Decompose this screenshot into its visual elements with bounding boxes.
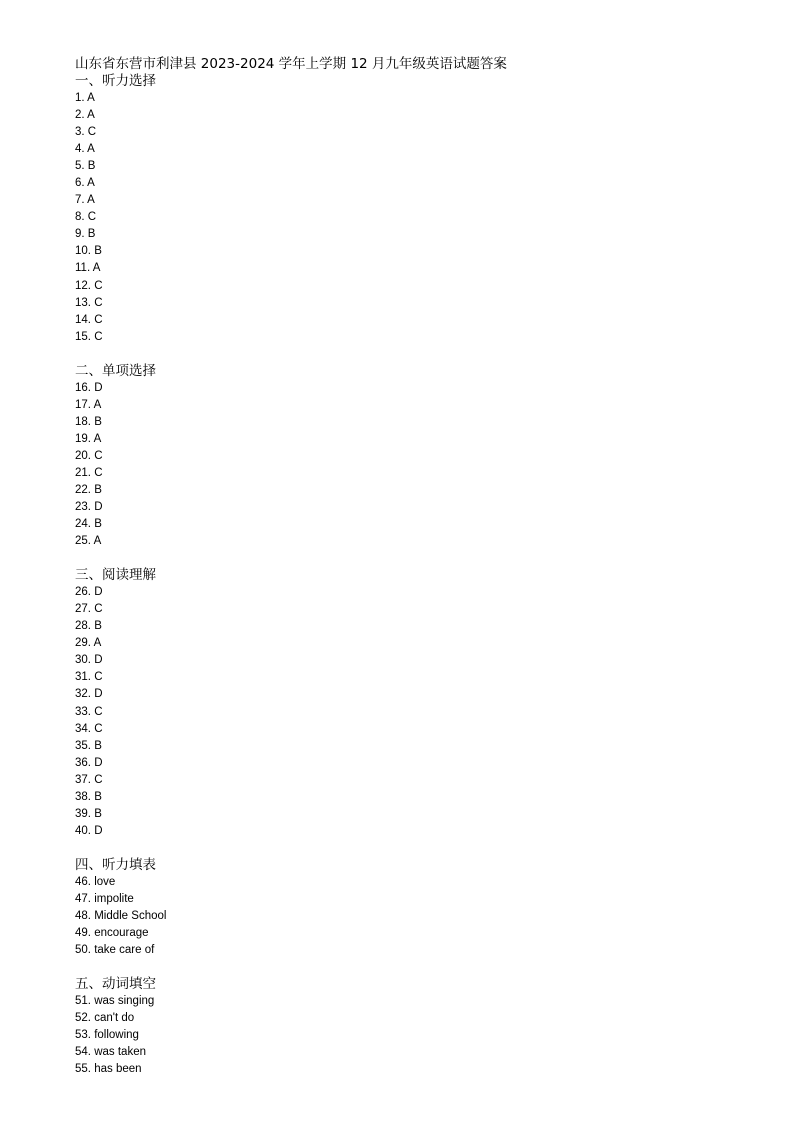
answer-item <box>75 465 775 482</box>
answer-text: A <box>93 535 102 548</box>
question-number: 51. <box>75 995 91 1008</box>
question-number: 37. <box>75 773 91 786</box>
question-number: 6. <box>75 177 85 190</box>
answer-text: B <box>94 245 102 258</box>
section-spacer <box>75 840 775 857</box>
answer-text: A <box>92 262 101 275</box>
answer-text: encourage <box>94 927 149 940</box>
answer-text: C <box>87 126 97 139</box>
answer-item <box>75 669 775 686</box>
answer-item <box>75 482 775 499</box>
answer-text: D <box>94 824 103 837</box>
answer-item <box>75 789 775 806</box>
answer-item <box>75 652 775 669</box>
answer-text: love <box>94 875 116 888</box>
question-number: 4. <box>75 143 85 156</box>
answer-text: A <box>87 194 95 207</box>
answer-item <box>75 516 775 533</box>
question-number: 24. <box>75 518 91 531</box>
answer-item <box>75 772 775 789</box>
answer-section <box>75 363 775 567</box>
answer-item <box>75 601 775 618</box>
answer-text: was singing <box>94 995 155 1008</box>
question-number: 27. <box>75 603 91 616</box>
answer-item <box>75 686 775 703</box>
answer-item <box>75 942 775 959</box>
answer-item <box>75 891 775 908</box>
answer-text: B <box>94 518 102 531</box>
answer-text: D <box>94 654 103 667</box>
question-number: 46. <box>75 875 91 888</box>
question-number: 15. <box>75 330 91 343</box>
answer-item <box>75 874 775 891</box>
answer-item <box>75 993 775 1010</box>
question-number: 5. <box>75 160 85 173</box>
answer-text: A <box>87 143 95 156</box>
section-spacer <box>75 959 775 976</box>
answer-text: C <box>94 279 103 292</box>
answer-text: C <box>94 603 103 616</box>
answer-item <box>75 278 775 295</box>
answer-text: B <box>94 790 102 803</box>
question-number: 26. <box>75 586 91 599</box>
answer-item <box>75 431 775 448</box>
answer-item <box>75 755 775 772</box>
answer-text: Middle School <box>94 909 167 922</box>
answer-text: C <box>87 211 97 224</box>
question-number: 23. <box>75 501 91 514</box>
answer-item <box>75 90 775 107</box>
answer-text: A <box>87 177 95 190</box>
answer-item <box>75 243 775 260</box>
answer-item <box>75 1027 775 1044</box>
answer-section <box>75 976 775 1078</box>
answer-item <box>75 1061 775 1078</box>
answer-text: B <box>94 739 102 752</box>
answer-text: D <box>94 586 103 599</box>
answer-text: can't do <box>94 1012 135 1025</box>
answer-text: impolite <box>94 892 134 905</box>
answer-text: C <box>94 773 103 786</box>
answer-item <box>75 107 775 124</box>
sections-container <box>75 73 775 1078</box>
question-number: 10. <box>75 245 91 258</box>
answer-text: B <box>94 807 102 820</box>
answer-item <box>75 226 775 243</box>
question-number: 40. <box>75 824 91 837</box>
answer-item <box>75 260 775 277</box>
answer-text: A <box>93 432 102 445</box>
question-number: 39. <box>75 807 91 820</box>
answer-item <box>75 448 775 465</box>
question-number: 8. <box>75 211 85 224</box>
answer-item <box>75 397 775 414</box>
answer-text: D <box>94 501 103 514</box>
section-heading: 五、动词填空 <box>75 976 156 993</box>
question-number: 49. <box>75 927 91 940</box>
answer-text: C <box>94 313 103 326</box>
answer-item <box>75 312 775 329</box>
question-number: 1. <box>75 92 85 104</box>
answer-item <box>75 499 775 516</box>
answer-text: take care of <box>94 944 155 957</box>
document-title: 山东省东营市利津县 2023-2024 学年上学期 12 月九年级英语试题答案 <box>75 56 507 72</box>
answer-text: D <box>94 756 103 769</box>
answer-section <box>75 73 775 363</box>
question-number: 7. <box>75 194 85 207</box>
answer-text: A <box>93 398 102 411</box>
answer-text: C <box>94 705 103 718</box>
question-number: 11. <box>75 262 91 275</box>
question-number: 28. <box>75 620 91 633</box>
answer-item <box>75 908 775 925</box>
question-number: 30. <box>75 654 91 667</box>
question-number: 48. <box>75 909 91 922</box>
answer-item <box>75 175 775 192</box>
question-number: 38. <box>75 790 91 803</box>
answer-item <box>75 533 775 550</box>
question-number: 12. <box>75 279 91 292</box>
answer-text: C <box>94 449 103 462</box>
answer-text: B <box>94 483 102 496</box>
question-number: 17. <box>75 398 91 411</box>
answer-text: C <box>94 671 103 684</box>
answer-text: has been <box>94 1063 142 1076</box>
answer-item <box>75 618 775 635</box>
section-spacer <box>75 346 775 363</box>
answer-key-document <box>75 55 775 1078</box>
answer-item <box>75 209 775 226</box>
question-number: 36. <box>75 756 91 769</box>
answer-text: A <box>87 92 95 104</box>
question-number: 2. <box>75 109 85 122</box>
answer-item <box>75 192 775 209</box>
question-number: 18. <box>75 415 91 428</box>
answer-item <box>75 141 775 158</box>
answer-item <box>75 721 775 738</box>
answer-item <box>75 806 775 823</box>
question-number: 25. <box>75 535 91 548</box>
answer-item <box>75 380 775 397</box>
question-number: 53. <box>75 1029 91 1042</box>
question-number: 22. <box>75 483 91 496</box>
answer-item <box>75 329 775 346</box>
answer-text: C <box>94 330 103 343</box>
question-number: 47. <box>75 892 91 905</box>
section-heading: 一、听力选择 <box>75 73 156 89</box>
question-number: 13. <box>75 296 91 309</box>
question-number: 16. <box>75 381 91 394</box>
answer-section <box>75 857 775 976</box>
answer-text: C <box>94 466 103 479</box>
answer-item <box>75 584 775 601</box>
answer-item <box>75 158 775 175</box>
answer-text: B <box>87 160 96 173</box>
section-spacer <box>75 550 775 567</box>
answer-item <box>75 823 775 840</box>
question-number: 50. <box>75 944 91 957</box>
answer-item <box>75 635 775 652</box>
answer-item <box>75 124 775 141</box>
answer-text: B <box>87 228 96 241</box>
answer-item <box>75 1010 775 1027</box>
answer-item <box>75 414 775 431</box>
answer-text: D <box>94 381 103 394</box>
answer-text: D <box>94 688 103 701</box>
question-number: 29. <box>75 637 91 650</box>
question-number: 3. <box>75 126 85 139</box>
question-number: 20. <box>75 449 91 462</box>
question-number: 35. <box>75 739 91 752</box>
question-number: 14. <box>75 313 91 326</box>
answer-item <box>75 704 775 721</box>
question-number: 9. <box>75 228 85 241</box>
section-heading: 二、单项选择 <box>75 362 156 379</box>
section-heading: 四、听力填表 <box>75 856 156 873</box>
answer-section <box>75 567 775 857</box>
answer-text: B <box>94 415 102 428</box>
answer-text: A <box>93 637 102 650</box>
question-number: 31. <box>75 671 91 684</box>
question-number: 54. <box>75 1046 91 1059</box>
question-number: 52. <box>75 1012 91 1025</box>
question-number: 32. <box>75 688 91 701</box>
answer-item <box>75 738 775 755</box>
answer-text: following <box>94 1029 139 1042</box>
answer-text: A <box>87 109 95 122</box>
answer-item <box>75 295 775 312</box>
question-number: 21. <box>75 466 91 479</box>
answer-item <box>75 925 775 942</box>
question-number: 19. <box>75 432 91 445</box>
answer-text: C <box>94 296 103 309</box>
answer-text: B <box>94 620 102 633</box>
question-number: 34. <box>75 722 91 735</box>
answer-text: was taken <box>94 1046 146 1059</box>
answer-text: C <box>94 722 103 735</box>
answer-item <box>75 1044 775 1061</box>
section-heading: 三、阅读理解 <box>75 567 156 584</box>
question-number: 33. <box>75 705 91 718</box>
question-number: 55. <box>75 1063 91 1076</box>
